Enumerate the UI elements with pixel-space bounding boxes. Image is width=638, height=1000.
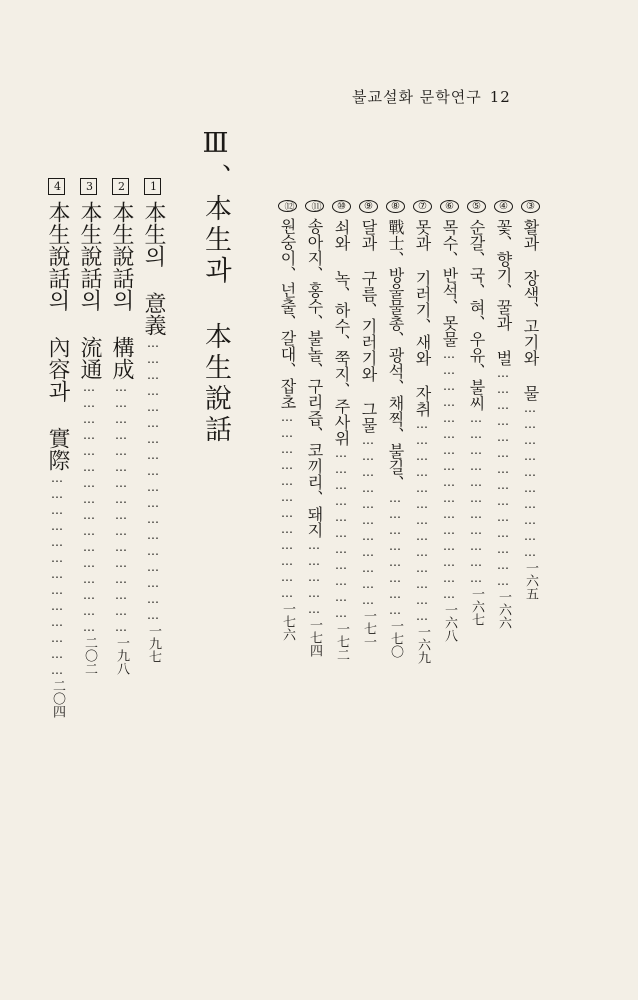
leader-dots: ………………………… [523,401,537,561]
item-page: 一六八 [442,603,457,642]
item-title: 쇠와 녹、하수、쭉지、주사위 [332,219,351,446]
leader-dots: ………………………………………… [442,347,456,603]
item-title: 戰士、방울물총、광석、채찍、불길、 [386,219,405,491]
section-title: Ⅲ、本生과 本生說話 [200,128,231,446]
item-title: 송아지、홍수、불놀、구리즙、코끼리、돼지 [305,218,324,538]
item-title: 목수、반석、못물 [440,219,459,347]
running-head-page: 12 [489,88,511,106]
list-item [76,178,102,675]
item-title: 本生說話의 內容과 實際 [45,201,70,471]
leader-dots: …………………………… [469,411,483,587]
item-page: 一九八 [114,636,129,675]
leader-dots: …………………………………… [496,366,510,590]
item-page: 二〇二 [82,636,97,675]
item-title: 원숭이、넌출、갈대、잡초 [278,218,297,410]
running-head-title: 불교설화 문학연구 [352,88,482,106]
item-title: 활과 장색、고기와 물 [521,219,540,401]
item-page: 二〇四 [50,679,65,718]
list-item [520,200,540,600]
leader-dots: …………………… [388,491,402,619]
leader-dots: …………… [307,538,321,618]
item-page: 一六五 [523,561,538,600]
list-item [277,200,297,641]
item-title: 못과 기러기、새와 자취 [413,219,432,417]
item-number: ⑦ [413,200,432,213]
item-number: 3 [80,178,97,195]
list-item [44,178,70,718]
item-page: 一六九 [415,625,430,664]
item-number: ③ [521,200,540,213]
item-page: 一六七 [469,587,484,626]
item-page: 一七〇 [388,619,403,658]
list-item [331,200,351,661]
item-title: 本生說話의 構成 [109,201,134,380]
item-number: 2 [112,178,129,195]
item-number: ⑤ [467,200,486,213]
leader-dots: ……………………………… [280,410,294,602]
item-number: ⑫ [278,200,297,212]
item-number: ⑪ [305,200,324,212]
item-number: ⑩ [332,200,351,213]
leader-dots: ………………………………………… [82,380,96,636]
item-number: ④ [494,200,513,213]
leader-dots: …………………………… [361,433,375,609]
item-page: 一六六 [496,590,511,629]
item-title: 本生의 意義 [141,201,166,336]
item-number: 1 [144,178,161,195]
leader-dots: ………………………………… [415,417,429,625]
item-title: 本生說話의 流通 [77,201,102,380]
list-item [358,200,378,648]
list-item [304,200,324,657]
item-page: 一七六 [280,602,295,641]
item-page: 一七四 [307,618,322,657]
list-item [493,200,513,629]
item-page: 一九七 [146,624,161,663]
list-item [439,200,459,642]
item-number: ⑥ [440,200,459,213]
running-head [352,86,532,107]
item-title: 달과 구름、기러기와 그물 [359,219,378,433]
list-item [140,178,166,663]
list-item [108,178,134,675]
item-title: 꽃、향기、꿀과 벌 [494,219,513,366]
leader-dots: ………………………………… [50,471,64,679]
list-item [466,200,486,626]
list-item [412,200,432,664]
leader-dots: …………………………… [334,446,348,622]
item-number: ⑧ [386,200,405,213]
leader-dots: ………………………………………… [114,380,128,636]
item-number: 4 [48,178,65,195]
item-title: 순갈、국、혀、우유、불씨 [467,219,486,411]
item-page: 一七二 [334,622,349,661]
list-item [385,200,405,658]
leader-dots: ……………………………………………… [146,336,160,624]
item-page: 一七一 [361,609,376,648]
item-number: ⑨ [359,200,378,213]
